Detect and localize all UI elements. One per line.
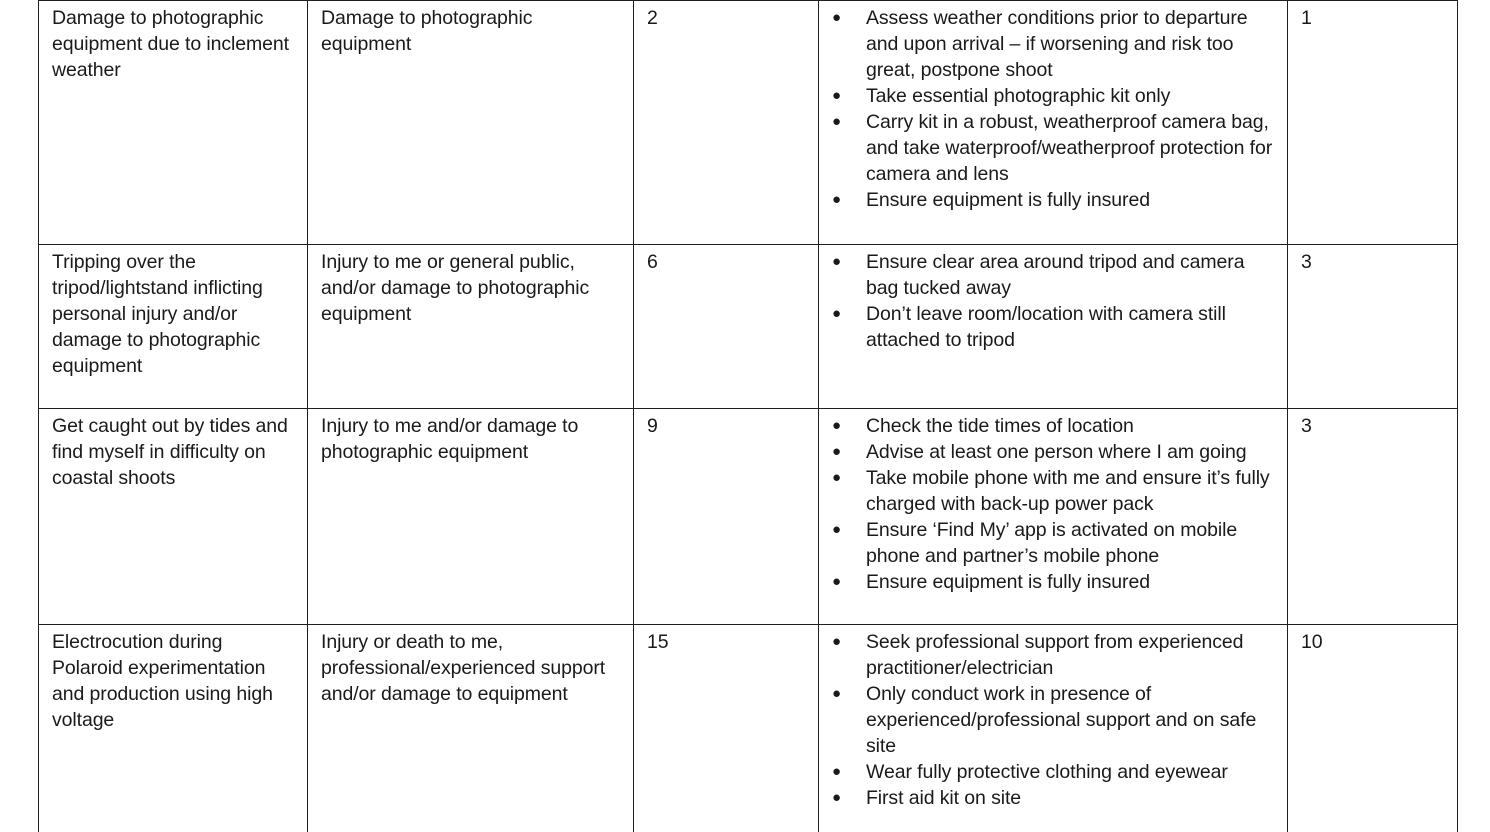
controls-cell [819, 245, 1288, 409]
bullet-icon: ● [832, 305, 841, 322]
controls-list [832, 629, 1277, 811]
hazard-cell: Tripping over the tripod/lightstand inflicting personal injury and/or damage to photographic equipment [39, 245, 308, 409]
controls-cell [819, 409, 1288, 625]
bullet-icon: ● [832, 685, 841, 702]
bullet-icon: ● [832, 789, 841, 806]
list-item: ● Assess weather conditions prior to departure and upon arrival – if worsening and risk too great, postpone shoot [832, 7, 1248, 81]
residual-risk-cell: 3 [1288, 409, 1458, 625]
list-item: ● Ensure ‘Find My’ app is activated on mobile phone and partner’s mobile phone [832, 519, 1238, 567]
harm-cell: Damage to photographic equipment [308, 1, 634, 245]
bullet-icon: ● [832, 521, 841, 538]
bullet-icon: ● [832, 87, 841, 104]
risk-score-cell: 15 [634, 625, 819, 832]
controls-cell [819, 1, 1288, 245]
list-item: ● First aid kit on site [832, 787, 1022, 809]
list-item: ● Check the tide times of location [832, 415, 1134, 437]
harm-cell: Injury or death to me, professional/experienced support and/or damage to equipment [308, 625, 634, 832]
bullet-icon: ● [832, 417, 841, 434]
list-item: ● Wear fully protective clothing and eyewear [832, 761, 1228, 783]
bullet-icon: ● [832, 113, 841, 130]
bullet-icon: ● [832, 253, 841, 270]
bullet-icon: ● [832, 191, 841, 208]
risk-assessment-table [38, 0, 1458, 832]
table-row [39, 1, 1458, 245]
hazard-cell: Damage to photographic equipment due to inclement weather [39, 1, 308, 245]
list-item: ● Take essential photographic kit only [832, 85, 1171, 107]
list-item: ● Ensure equipment is fully insured [832, 571, 1150, 593]
table-row [39, 625, 1458, 832]
controls-list [832, 5, 1277, 213]
table-row [39, 409, 1458, 625]
list-item: ● Only conduct work in presence of experienced/professional support and on safe site [832, 683, 1257, 757]
bullet-icon: ● [832, 469, 841, 486]
residual-risk-cell: 3 [1288, 245, 1458, 409]
bullet-icon: ● [832, 443, 841, 460]
controls-cell [819, 625, 1288, 832]
controls-list [832, 413, 1277, 595]
harm-cell: Injury to me and/or damage to photographic equipment [308, 409, 634, 625]
list-item: ● Seek professional support from experienced practitioner/electrician [832, 631, 1244, 679]
risk-score-cell: 9 [634, 409, 819, 625]
list-item: ● Ensure clear area around tripod and camera bag tucked away [832, 251, 1245, 299]
list-item: ● Advise at least one person where I am going [832, 441, 1247, 463]
list-item: ● Carry kit in a robust, weatherproof camera bag, and take waterproof/weatherproof protection for camera and lens [832, 111, 1273, 185]
bullet-icon: ● [832, 763, 841, 780]
list-item: ● Don’t leave room/location with camera still attached to tripod [832, 303, 1226, 351]
harm-cell: Injury to me or general public, and/or damage to photographic equipment [308, 245, 634, 409]
list-item: ● Ensure equipment is fully insured [832, 189, 1150, 211]
risk-score-cell: 6 [634, 245, 819, 409]
residual-risk-cell: 10 [1288, 625, 1458, 832]
bullet-icon: ● [832, 633, 841, 650]
risk-score-cell: 2 [634, 1, 819, 245]
residual-risk-cell: 1 [1288, 1, 1458, 245]
hazard-cell: Electrocution during Polaroid experimentation and production using high voltage [39, 625, 308, 832]
controls-list [832, 249, 1277, 353]
hazard-cell: Get caught out by tides and find myself in difficulty on coastal shoots [39, 409, 308, 625]
list-item: ● Take mobile phone with me and ensure it’s fully charged with back-up power pack [832, 467, 1270, 515]
table-row [39, 245, 1458, 409]
bullet-icon: ● [832, 9, 841, 26]
bullet-icon: ● [832, 573, 841, 590]
